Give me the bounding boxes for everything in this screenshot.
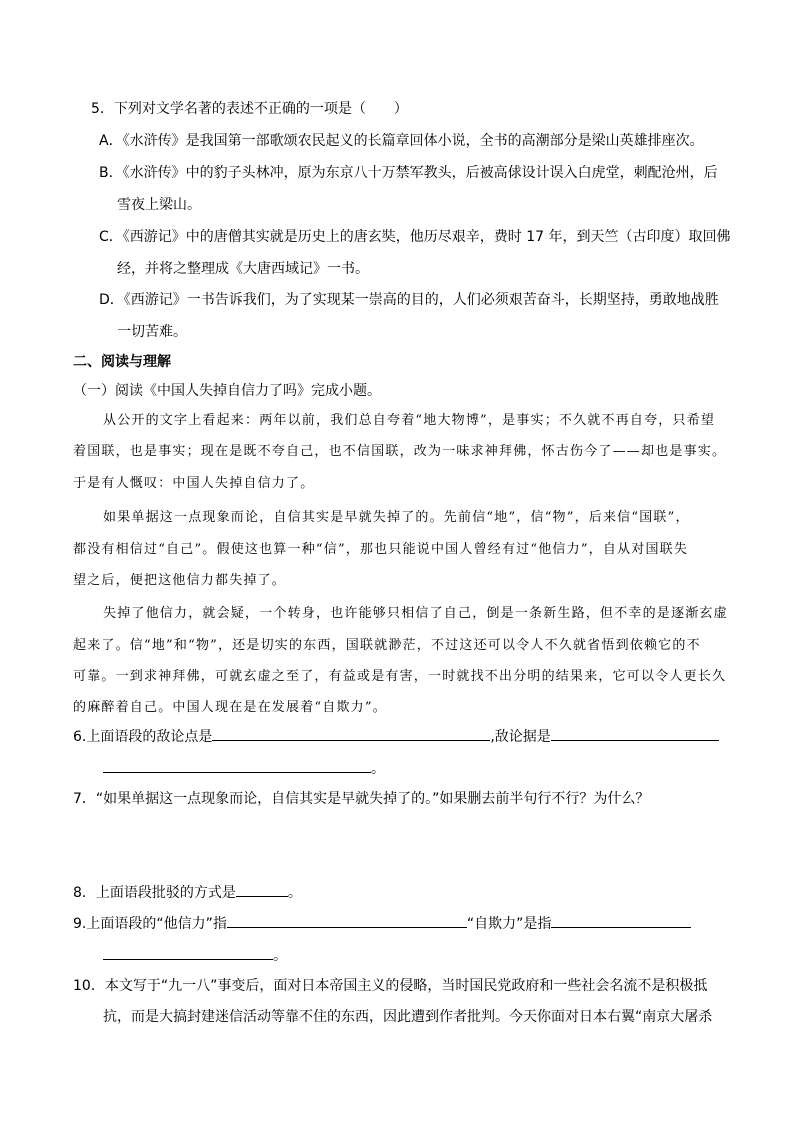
answer-blank-9c[interactable] (103, 945, 273, 960)
passage-p2-line1: 如果单据这一点现象而论，自信其实是早就失掉了的。先前信“地”，信“物”，后来信“国联”， (103, 510, 690, 525)
question-7: 7．“如果单据这一点现象而论，自信其实是早就失掉了的。”如果删去前半句行不行？为什么？ (73, 791, 650, 807)
question-5-option-b-line1: B．《水浒传》中的豹子头林冲，原为东京八十万禁军教头，后被高俅设计误入白虎堂，刺配沧州，后 (99, 165, 718, 181)
question-8 (73, 882, 302, 903)
passage-p1-line1: 从公开的文字上看起来：两年以前，我们总自夸着“地大物博”，是事实；不久就不再自夸，只希望 (103, 413, 716, 428)
question-10-line2: 抗，而是大搞封建迷信活动等靠不住的东西，因此遭到作者批判。今天你面对日本右翼“南京大屠杀 (103, 1009, 713, 1025)
answer-blank-8[interactable] (236, 882, 288, 897)
passage-p1-line3: 于是有人慨叹：中国人失掉自信力了。 (73, 476, 315, 491)
answer-blank-6a[interactable] (212, 726, 490, 741)
question-9-line2 (103, 945, 287, 966)
question-5-option-a: A．《水浒传》是我国第一部歌颂农民起义的长篇章回体小说，全书的高潮部分是梁山英雄排座次。 (99, 133, 704, 149)
passage-p3-line4: 的麻醉着自己。中国人现在是在发展着“自欺力”。 (73, 700, 387, 715)
question-8-label: 8．上面语段批驳的方式是 (73, 885, 236, 901)
question-5-stem: 5．下列对文学名著的表述不正确的一项是（ ） (91, 101, 408, 117)
question-10-line1: 10．本文写于“九一八”事变后，面对日本帝国主义的侵略，当时国民党政府和一些社会名流不是积极抵 (73, 978, 708, 994)
question-6-line2 (103, 758, 385, 779)
question-6-end: 。 (371, 761, 385, 777)
passage-p1-line2: 着国联，也是事实；现在是既不夸自己，也不信国联，改为一味求神拜佛，怀古伤今了——却也是事实。 (73, 444, 727, 459)
question-9-end: 。 (273, 948, 287, 964)
question-5-option-c-line1: C．《西游记》中的唐僧其实就是历史上的唐玄奘，他历尽艰辛，费时 17 年，到天竺（古印度）取回佛 (99, 229, 731, 245)
question-6-line1 (73, 726, 719, 747)
question-9-line1 (73, 913, 691, 934)
question-9-label: 9.上面语段的“他信力”指 (73, 916, 227, 932)
section-title: 二、阅读与理解 (73, 354, 171, 370)
question-5-option-d-line1: D．《西游记》一书告诉我们，为了实现某一崇高的目的，人们必须艰苦奋斗，长期坚持，勇敢地战胜 (99, 292, 719, 308)
passage-p2-line3: 望之后，便把这他信力都失掉了。 (73, 573, 287, 588)
passage-p3-line3: 可靠。一到求神拜佛，可就玄虚之至了，有益或是有害，一时就找不出分明的结果来，它可以令人更长久 (73, 669, 727, 684)
passage-p2-line2: 都没有相信过“自己”。假使这也算一种“信”，那也只能说中国人曾经有过“他信力”，自从对国联失 (73, 542, 689, 557)
answer-blank-6b[interactable] (551, 726, 719, 741)
answer-blank-6c[interactable] (103, 758, 371, 773)
section-intro: （一）阅读《中国人失掉自信力了吗》完成小题。 (73, 383, 381, 399)
question-6-label: 6.上面语段的敌论点是 (73, 729, 213, 745)
question-5-option-b-line2: 雪夜上梁山。 (117, 197, 201, 213)
question-5-option-c-line2: 经，并将之整理成《大唐西域记》一书。 (117, 261, 369, 277)
question-5-option-d-line2: 一切苦难。 (117, 324, 187, 340)
passage-p3-line2: 起来了。信“地”和“物”，还是切实的东西，国联就渺茫，不过这还可以令人不久就省悟到依赖它的不 (73, 638, 701, 653)
answer-blank-9b[interactable] (551, 913, 691, 928)
passage-p3-line1: 失掉了他信力，就会疑，一个转身，也许能够只相信了自己，倒是一条新生路，但不幸的是逐渐玄虚 (103, 606, 728, 621)
question-6-label-2: ,敌论据是 (490, 729, 551, 745)
question-8-end: 。 (287, 885, 302, 901)
question-9-label-2: “自欺力”是指 (466, 916, 552, 932)
answer-blank-9a[interactable] (227, 913, 467, 928)
